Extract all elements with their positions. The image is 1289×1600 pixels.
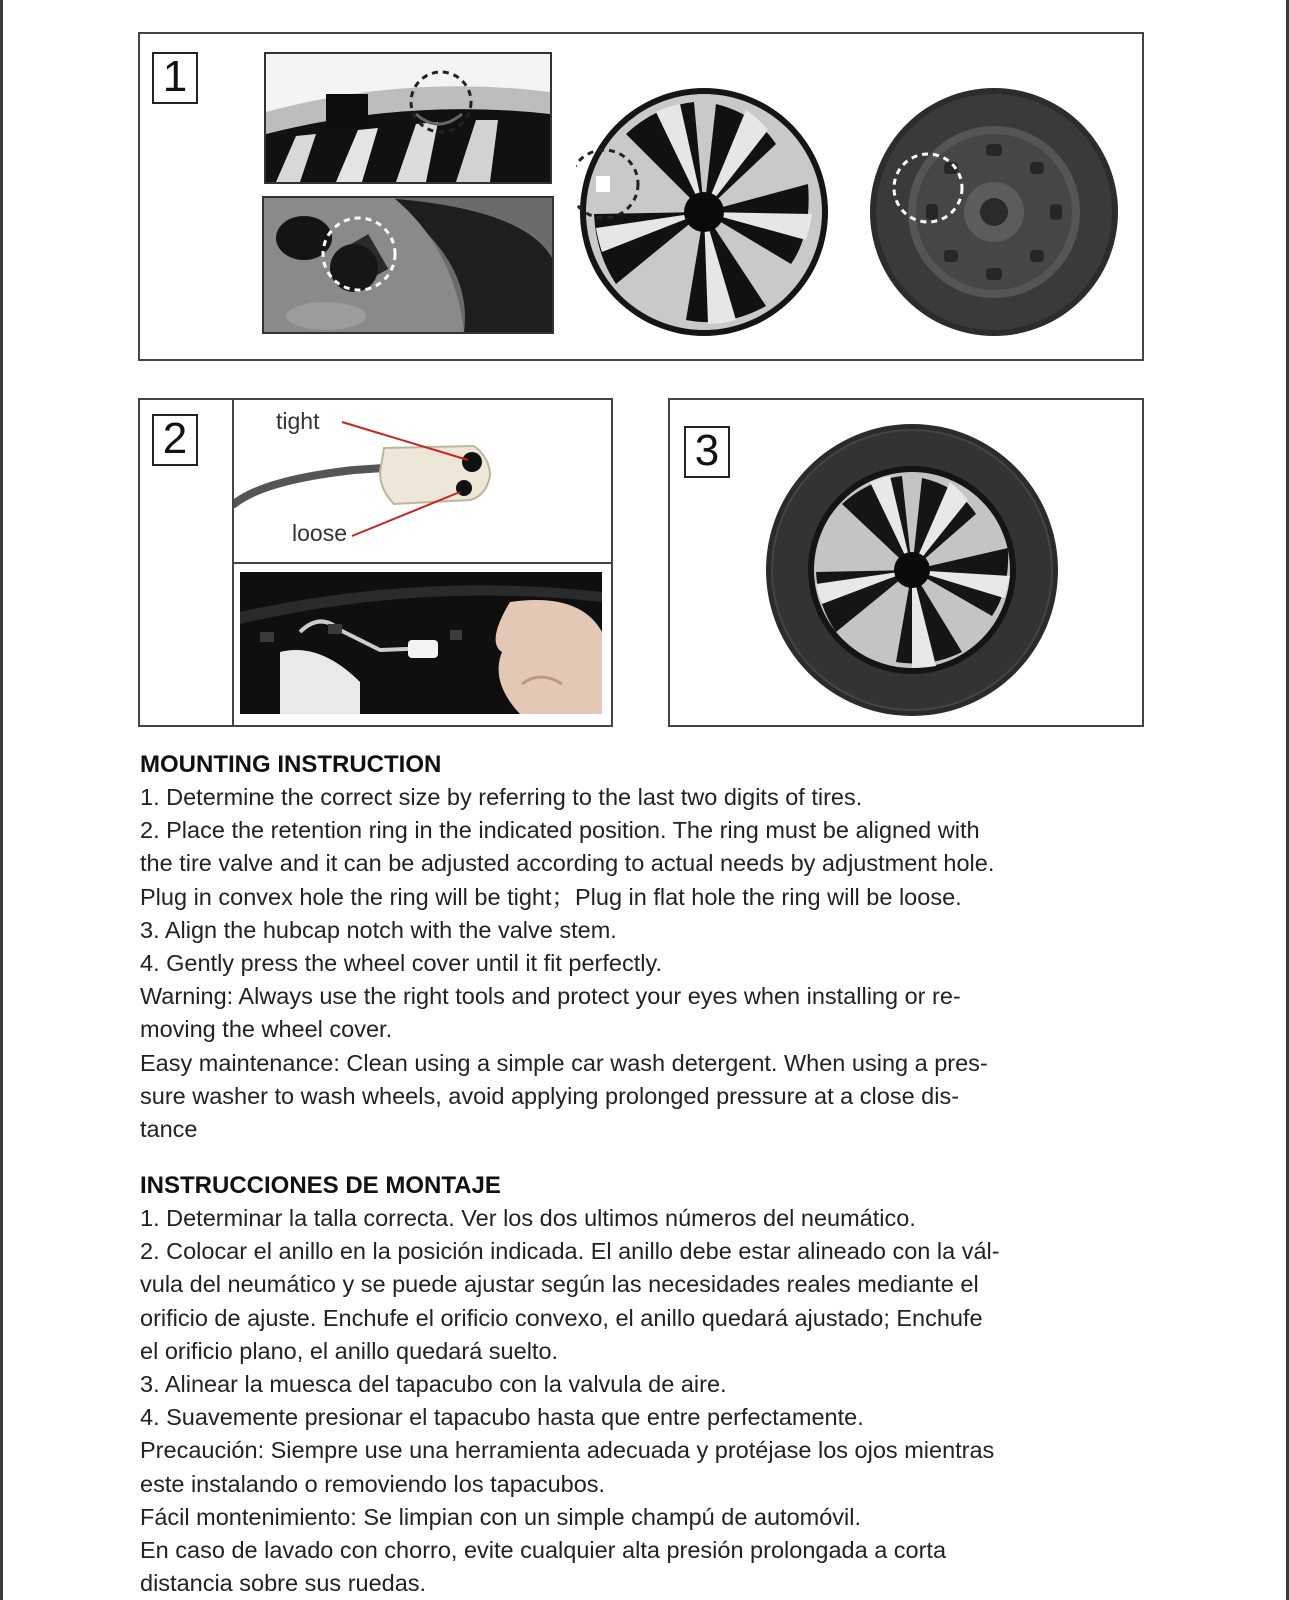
valve-stem-photo xyxy=(262,196,554,334)
english-heading: MOUNTING INSTRUCTION xyxy=(140,751,442,778)
english-line: 2. Place the retention ring in the indicated position. The ring must be aligned with xyxy=(140,817,980,844)
english-line: moving the wheel cover. xyxy=(140,1016,393,1043)
step-2-divider-horizontal xyxy=(232,562,611,564)
spanish-line: 3. Alinear la muesca del tapacubo con la valvula de aire. xyxy=(140,1371,727,1398)
mounted-hubcap-photo xyxy=(762,420,1062,720)
english-line: 1. Determine the correct size by referring to the last two digits of tires. xyxy=(140,784,863,810)
english-line: 4. Gently press the wheel cover until it fit perfectly. xyxy=(140,950,663,977)
loose-label: loose xyxy=(292,520,347,546)
step-2-panel xyxy=(138,398,613,727)
english-instructions xyxy=(140,748,1140,1146)
english-line: Easy maintenance: Clean using a simple car wash detergent. When using a pres- xyxy=(140,1049,988,1076)
english-line: tance xyxy=(140,1116,198,1143)
step-1-panel xyxy=(138,32,1144,361)
spanish-line: Precaución: Siempre use una herramienta adecuada y protéjase los ojos mientras xyxy=(140,1437,995,1464)
left-edge-rule xyxy=(0,0,3,1600)
spanish-line: distancia sobre sus ruedas. xyxy=(140,1570,427,1597)
clip-installation-photo xyxy=(240,572,602,714)
step-1-number: 1 xyxy=(152,52,198,104)
spanish-line: Fácil montenimiento: Se limpian con un simple champú de automóvil. xyxy=(140,1503,862,1530)
english-line: the tire valve and it can be adjusted according to actual needs by adjustment hole. xyxy=(140,850,995,877)
tight-label: tight xyxy=(276,408,320,434)
steel-wheel-photo xyxy=(866,84,1122,340)
english-line: 3. Align the hubcap notch with the valve stem. xyxy=(140,916,617,943)
step-3-panel xyxy=(668,398,1144,727)
retention-clip-diagram xyxy=(234,400,612,560)
english-line: Warning: Always use the right tools and protect your eyes when installing or re- xyxy=(140,983,961,1010)
step-3-number: 3 xyxy=(684,426,730,478)
hubcap-front-photo xyxy=(576,84,832,340)
english-line: Plug in convex hole the ring will be tight；Plug in flat hole the ring will be loose. xyxy=(140,883,962,910)
spanish-heading: INSTRUCCIONES DE MONTAJE xyxy=(140,1172,501,1199)
hubcap-notch-photo xyxy=(264,52,552,184)
spanish-line: En caso de lavado con chorro, evite cualquier alta presión prolongada a corta xyxy=(140,1537,947,1564)
english-line: sure washer to wash wheels, avoid applying prolonged pressure at a close dis- xyxy=(140,1082,960,1109)
spanish-line: 4. Suavemente presionar el tapacubo hasta que entre perfectamente. xyxy=(140,1404,864,1431)
spanish-line: 2. Colocar el anillo en la posición indicada. El anillo debe estar alineado con la vál- xyxy=(140,1238,1000,1265)
step-2-number: 2 xyxy=(152,414,198,466)
spanish-line: 1. Determinar la talla correcta. Ver los dos ultimos números del neumático. xyxy=(140,1205,916,1231)
spanish-line: el orificio plano, el anillo quedará suelto. xyxy=(140,1337,559,1364)
spanish-line: vula del neumático y se puede ajustar según las necesidades reales mediante el xyxy=(140,1271,979,1298)
spanish-line: este instalando o removiendo los tapacubos. xyxy=(140,1470,606,1497)
spanish-instructions xyxy=(140,1169,1140,1600)
spanish-line: orificio de ajuste. Enchufe el orificio convexo, el anillo quedará ajustado; Enchufe xyxy=(140,1304,983,1331)
